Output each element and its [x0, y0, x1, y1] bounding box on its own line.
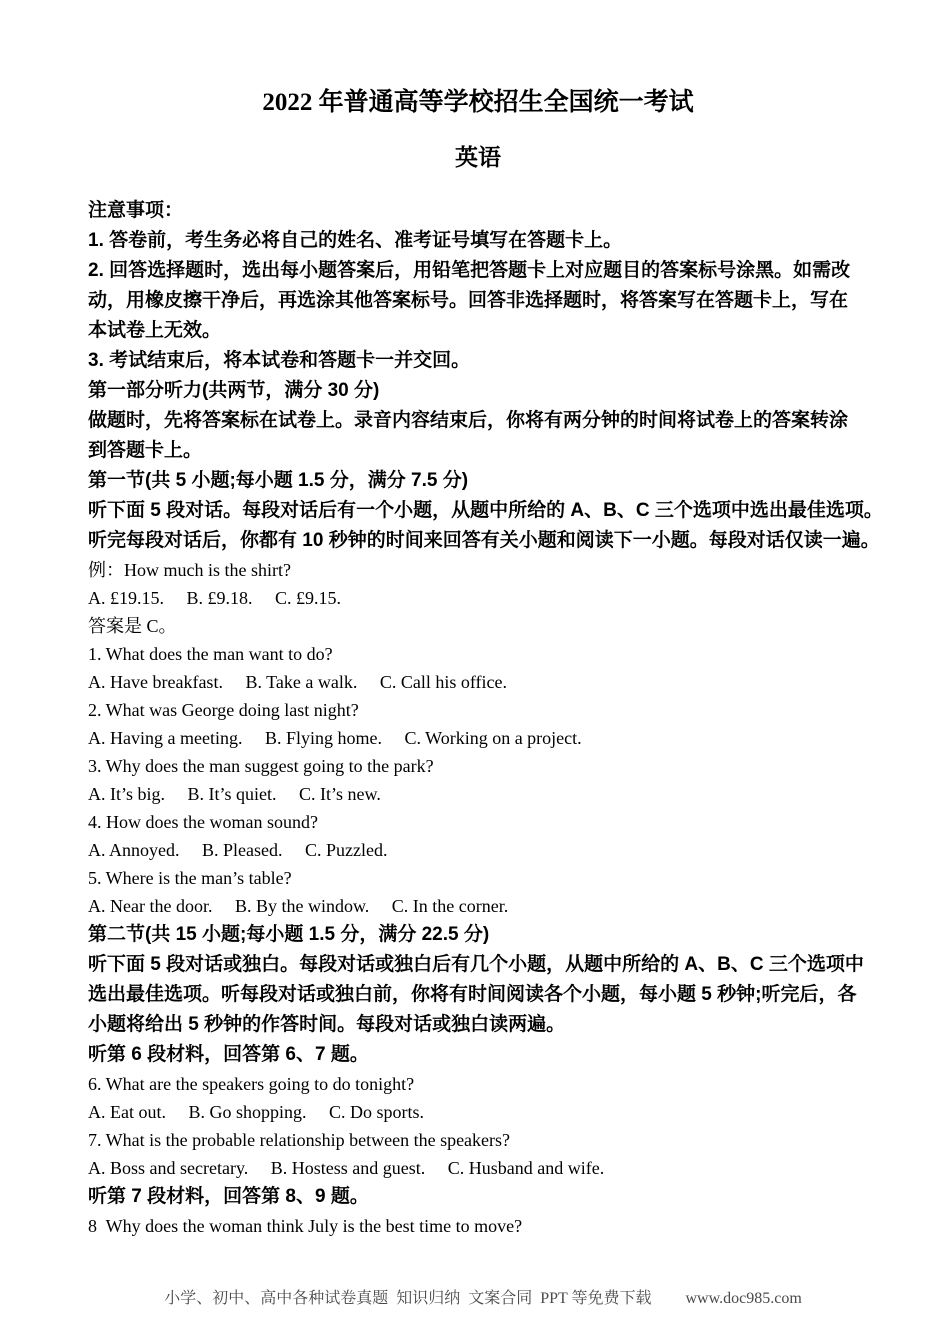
- part1-heading: 第一部分听力(共两节，满分 30 分): [88, 380, 380, 401]
- page-footer: [0, 1267, 950, 1326]
- section2-instr-line3: 小题将给出 5 秒钟的作答时间。每段对话或独白读两遍。: [88, 1014, 566, 1035]
- part1-note-line2: 到答题卡上。: [88, 440, 203, 461]
- part1-note-line1: 做题时，先将答案标在试卷上。录音内容结束后，你将有两分钟的时间将试卷上的答案转涂: [88, 410, 849, 431]
- example-answer: 答案是 C。: [88, 616, 177, 636]
- question-1: 1. What does the man want to do?: [88, 644, 333, 664]
- question-4: 4. How does the woman sound?: [88, 812, 318, 832]
- question-5-options: A. Near the door. B. By the window. C. In the corner.: [88, 896, 509, 916]
- example-question: 例：How much is the shirt?: [88, 560, 291, 580]
- section2-heading: 第二节(共 15 小题;每小题 1.5 分，满分 22.5 分): [88, 924, 490, 945]
- question-1-options: A. Have breakfast. B. Take a walk. C. Call his office.: [88, 672, 507, 692]
- section1-instr-line1: 听下面 5 段对话。每段对话后有一个小题，从题中所给的 A、B、C 三个选项中选出最佳选项。: [88, 500, 883, 521]
- material-6-heading: 听第 6 段材料，回答第 6、7 题。: [88, 1044, 369, 1065]
- document-body: [88, 196, 883, 1240]
- question-3-options: A. It’s big. B. It’s quiet. C. It’s new.: [88, 784, 381, 804]
- section1-heading: 第一节(共 5 小题;每小题 1.5 分，满分 7.5 分): [88, 470, 469, 491]
- question-4-options: A. Annoyed. B. Pleased. C. Puzzled.: [88, 840, 388, 860]
- notice-item-2-line1: 2. 回答选择题时，选出每小题答案后，用铅笔把答题卡上对应题目的答案标号涂黑。如需改: [88, 260, 851, 281]
- notice-item-3: 3. 考试结束后，将本试卷和答题卡一并交回。: [88, 350, 471, 371]
- question-5: 5. Where is the man’s table?: [88, 868, 292, 888]
- footer-url: www.doc985.com: [685, 1290, 802, 1307]
- question-6: 6. What are the speakers going to do tonight?: [88, 1074, 415, 1094]
- material-7-heading: 听第 7 段材料，回答第 8、9 题。: [88, 1186, 369, 1207]
- question-7: 7. What is the probable relationship between the speakers?: [88, 1130, 511, 1150]
- footer-text: 小学、初中、高中各种试卷真题 知识归纳 文案合同 PPT 等免费下载: [164, 1290, 652, 1307]
- page-title: 2022 年普通高等学校招生全国统一考试: [262, 89, 694, 116]
- question-6-options: A. Eat out. B. Go shopping. C. Do sports.: [88, 1102, 425, 1122]
- notice-heading: 注意事项：: [88, 200, 184, 221]
- question-3: 3. Why does the man suggest going to the park?: [88, 756, 434, 776]
- question-8: 8 Why does the woman think July is the best time to move?: [88, 1216, 523, 1236]
- notice-item-1: 1. 答卷前，考生务必将自己的姓名、准考证号填写在答题卡上。: [88, 230, 623, 251]
- notice-item-2-line2: 动，用橡皮擦干净后，再选涂其他答案标号。回答非选择题时，将答案写在答题卡上，写在: [88, 290, 849, 311]
- page-subtitle: 英语: [455, 145, 501, 170]
- notice-item-2-line3: 本试卷上无效。: [88, 320, 222, 341]
- question-2: 2. What was George doing last night?: [88, 700, 359, 720]
- section2-instr-line1: 听下面 5 段对话或独白。每段对话或独白后有几个小题，从题中所给的 A、B、C 三个选项中: [88, 954, 864, 975]
- example-options: A. £19.15. B. £9.18. C. £9.15.: [88, 588, 342, 608]
- section1-instr-line2: 听完每段对话后，你都有 10 秒钟的时间来回答有关小题和阅读下一小题。每段对话仅读一遍。: [88, 530, 880, 551]
- question-2-options: A. Having a meeting. B. Flying home. C. Working on a project.: [88, 728, 582, 748]
- question-7-options: A. Boss and secretary. B. Hostess and guest. C. Husband and wife.: [88, 1158, 605, 1178]
- section2-instr-line2: 选出最佳选项。听每段对话或独白前，你将有时间阅读各个小题，每小题 5 秒钟;听完后，各: [88, 984, 857, 1005]
- document-content: [88, 88, 883, 1240]
